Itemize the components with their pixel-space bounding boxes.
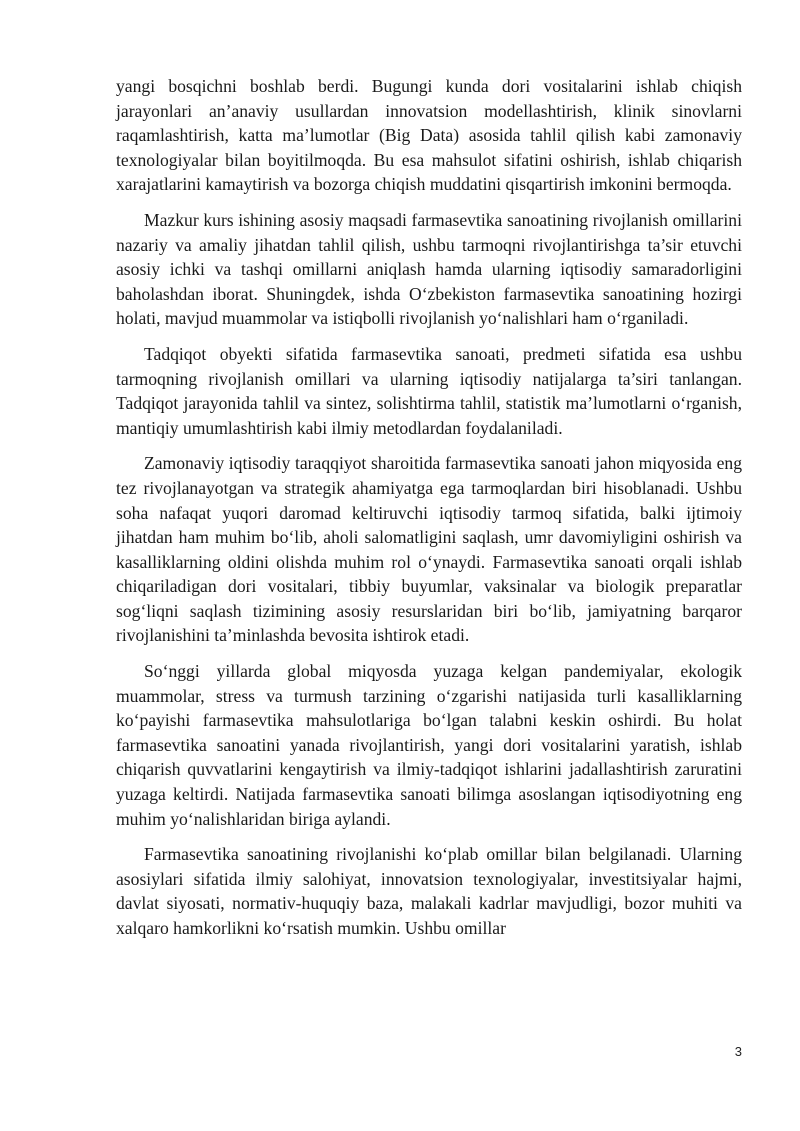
paragraph-research-object: Tadqiqot obyekti sifatida farmasevtika sanoati, predmeti sifatida esa ushbu tarmoqning rivojlanish omillari va ularning iqtisodiy natijalarga ta’siri tanlangan. Tadqiqot jarayonida tahlil va sintez, solishtirma tahlil, statistik ma’lumotlarni o‘rganish, mantiqiy umumlashtirish kabi ilmiy metodlardan foydalaniladi. <box>116 343 742 438</box>
paragraph-modern-development: Zamonaviy iqtisodiy taraqqiyot sharoitida farmasevtika sanoati jahon miqyosida eng tez rivojlanayotgan va strategik ahamiyatga ega tarmoqlardan biri hisoblanadi. Ushbu soha nafaqat yuqori daromad keltiruvchi iqtisodiy tarmoq sifatida, balki ijtimoiy jihatdan ham muhim bo‘lib, aholi salomatligini saqlash, umr davomiyligini oshirish va kasalliklarning oldini olishda muhim rol o‘ynaydi. Farmasevtika sanoati orqali ishlab chiqariladigan dori vositalari, tibbiy buyumlar, vaksinalar va biologik preparatlar sog‘liqni saqlash tizimining asosiy resurslaridan biri bo‘lib, jamiyatning barqaror rivojlanishini ta’minlashda bevosita ishtirok etadi. <box>116 453 742 646</box>
page-number: 3 <box>734 1044 742 1059</box>
paragraph-continuation: yangi bosqichni boshlab berdi. Bugungi kunda dori vositalarini ishlab chiqish jarayonlari an’anaviy usullardan innovatsion modellashtirish, klinik sinovlarni raqamlashtirish, katta ma’lumotlar (Big Data) asosida tahlil qilish kabi zamonaviy texnologiyalar bilan boyitilmoqda. Bu esa mahsulot sifatini oshirish, ishlab chiqarish xarajatlarini kamaytirish va bozorga chiqish muddatini qisqartirish imkonini bermoqda. <box>116 76 742 195</box>
paragraph-factors: Farmasevtika sanoatining rivojlanishi ko‘plab omillar bilan belgilanadi. Ularning asosiylari sifatida ilmiy salohiyat, innovatsion texnologiyalar, investitsiyalar hajmi, davlat siyosati, normativ-huquqiy baza, malakali kadrlar mavjudligi, bozor muhiti va xalqaro hamkorlikni ko‘rsatish mumkin. Ushbu omillar <box>116 844 742 938</box>
paragraph-course-goal: Mazkur kurs ishining asosiy maqsadi farmasevtika sanoatining rivojlanish omillarini nazariy va amaliy jihatdan tahlil qilish, ushbu tarmoqni rivojlantirishga ta’sir etuvchi asosiy ichki va tashqi omillarni aniqlash hamda ularning iqtisodiy samaradorligini baholashdan iborat. Shuningdek, ishda O‘zbekiston farmasevtika sanoatining hozirgi holati, mavjud muammolar va istiqbolli rivojlanish yo‘nalishlari ham o‘rganiladi. <box>116 209 742 329</box>
document-body <box>116 74 742 952</box>
paragraph-recent-years: So‘nggi yillarda global miqyosda yuzaga kelgan pandemiyalar, ekologik muammolar, stress va turmush tarzining o‘zgarishi natijasida turli kasalliklarning ko‘payishi farmasevtika mahsulotlariga bo‘lgan talabni keskin oshirdi. Bu holat farmasevtika sanoatini yanada rivojlantirish, yangi dori vositalarini yaratish, ishlab chiqarish quvvatlarini kengaytirish va ilmiy-tadqiqot ishlarini jadallashtirish zaruratini yuzaga keltirdi. Natijada farmasevtika sanoati bilimga asoslangan iqtisodiyotning eng muhim yo‘nalishlaridan biriga aylandi. <box>116 661 742 829</box>
